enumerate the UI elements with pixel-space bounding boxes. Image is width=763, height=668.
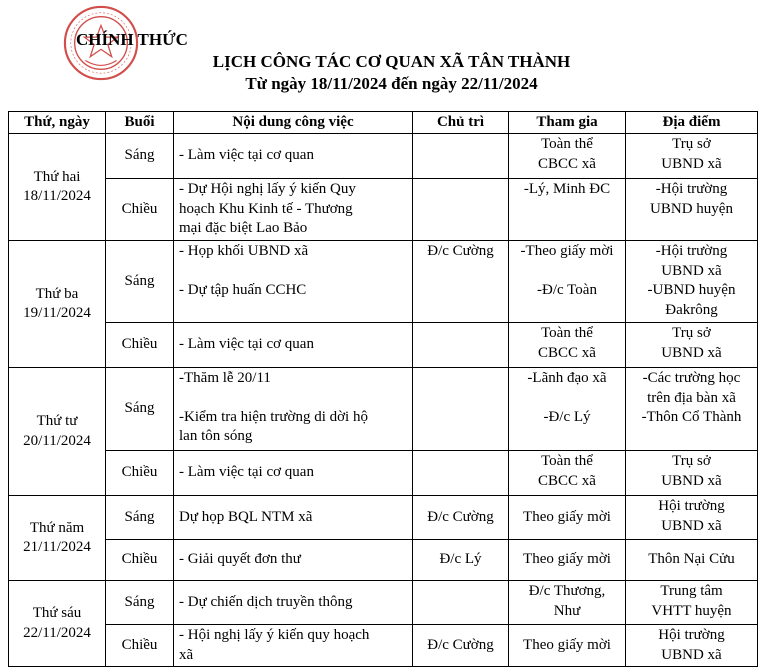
- participants-cell: Đ/c Thương, Như: [509, 581, 626, 625]
- day-cell: Thứ ba 19/11/2024: [9, 241, 106, 368]
- chair-cell: [413, 323, 509, 368]
- column-header-day: Thứ, ngày: [9, 112, 106, 134]
- chair-cell: Đ/c Cường: [413, 625, 509, 667]
- session-cell: Sáng: [106, 134, 174, 179]
- session-cell: Sáng: [106, 581, 174, 625]
- content-cell: Dự họp BQL NTM xã: [174, 496, 413, 540]
- participants-cell: Theo giấy mời: [509, 625, 626, 667]
- participants-cell: Toàn thể CBCC xã: [509, 451, 626, 496]
- table-row: [9, 540, 758, 581]
- content-cell: - Dự Hội nghị lấy ý kiến Quy hoạch Khu Kinh tế - Thương mại đặc biệt Lao Bảo: [174, 179, 413, 241]
- location-cell: Trụ sở UBND xã: [626, 451, 758, 496]
- chair-cell: Đ/c Cường: [413, 241, 509, 323]
- page-subtitle: Từ ngày 18/11/2024 đến ngày 22/11/2024: [245, 74, 538, 93]
- day-cell: Thứ tư 20/11/2024: [9, 368, 106, 496]
- content-cell: - Làm việc tại cơ quan: [174, 323, 413, 368]
- column-header-session: Buổi: [106, 112, 174, 134]
- day-cell: Thứ hai 18/11/2024: [9, 134, 106, 241]
- column-header-participants: Tham gia: [509, 112, 626, 134]
- column-header-content: Nội dung công việc: [174, 112, 413, 134]
- participants-cell: Theo giấy mời: [509, 540, 626, 581]
- table-row: [9, 581, 758, 625]
- table-row: [9, 323, 758, 368]
- participants-cell: Toàn thể CBCC xã: [509, 134, 626, 179]
- session-cell: Chiều: [106, 323, 174, 368]
- session-cell: Chiều: [106, 179, 174, 241]
- official-label: CHÍNH THỨC: [76, 30, 188, 49]
- table-row: [9, 368, 758, 451]
- content-cell: - Họp khối UBND xã - Dự tập huấn CCHC: [174, 241, 413, 323]
- participants-cell: -Theo giấy mời -Đ/c Toàn: [509, 241, 626, 323]
- content-cell: - Làm việc tại cơ quan: [174, 134, 413, 179]
- chair-cell: [413, 179, 509, 241]
- location-cell: Trụ sở UBND xã: [626, 134, 758, 179]
- session-cell: Chiều: [106, 625, 174, 667]
- content-cell: - Giải quyết đơn thư: [174, 540, 413, 581]
- day-cell: Thứ năm 21/11/2024: [9, 496, 106, 581]
- chair-cell: Đ/c Lý: [413, 540, 509, 581]
- location-cell: Hội trường UBND xã: [626, 496, 758, 540]
- chair-cell: [413, 581, 509, 625]
- location-cell: Trụ sở UBND xã: [626, 323, 758, 368]
- table-row: [9, 625, 758, 667]
- table-row: [9, 134, 758, 179]
- column-header-chair: Chủ trì: [413, 112, 509, 134]
- chair-cell: [413, 451, 509, 496]
- table-row: [9, 451, 758, 496]
- participants-cell: -Lý, Minh ĐC: [509, 179, 626, 241]
- participants-cell: Toàn thể CBCC xã: [509, 323, 626, 368]
- table-header-row: [9, 112, 758, 134]
- content-cell: -Thăm lễ 20/11 -Kiểm tra hiện trường di dời hộ lan tôn sóng: [174, 368, 413, 451]
- location-cell: -Các trường học trên địa bàn xã -Thôn Cổ Thành: [626, 368, 758, 451]
- session-cell: Sáng: [106, 241, 174, 323]
- location-cell: Hội trường UBND xã: [626, 625, 758, 667]
- location-cell: Trung tâm VHTT huyện: [626, 581, 758, 625]
- location-cell: Thôn Nại Cửu: [626, 540, 758, 581]
- column-header-location: Địa điểm: [626, 112, 758, 134]
- participants-cell: Theo giấy mời: [509, 496, 626, 540]
- day-cell: Thứ sáu 22/11/2024: [9, 581, 106, 667]
- content-cell: - Hội nghị lấy ý kiến quy hoạch xã: [174, 625, 413, 667]
- chair-cell: [413, 368, 509, 451]
- content-cell: - Làm việc tại cơ quan: [174, 451, 413, 496]
- page-title: LỊCH CÔNG TÁC CƠ QUAN XÃ TÂN THÀNH: [212, 52, 571, 71]
- chair-cell: [413, 134, 509, 179]
- session-cell: Chiều: [106, 540, 174, 581]
- content-cell: - Dự chiến dịch truyền thông: [174, 581, 413, 625]
- participants-cell: -Lãnh đạo xã -Đ/c Lý: [509, 368, 626, 451]
- schedule-table: [8, 111, 758, 667]
- location-cell: -Hội trường UBND xã -UBND huyện Đakrông: [626, 241, 758, 323]
- table-row: [9, 496, 758, 540]
- location-cell: -Hội trường UBND huyện: [626, 179, 758, 241]
- session-cell: Sáng: [106, 496, 174, 540]
- table-row: [9, 179, 758, 241]
- chair-cell: Đ/c Cường: [413, 496, 509, 540]
- session-cell: Chiều: [106, 451, 174, 496]
- session-cell: Sáng: [106, 368, 174, 451]
- table-row: [9, 241, 758, 323]
